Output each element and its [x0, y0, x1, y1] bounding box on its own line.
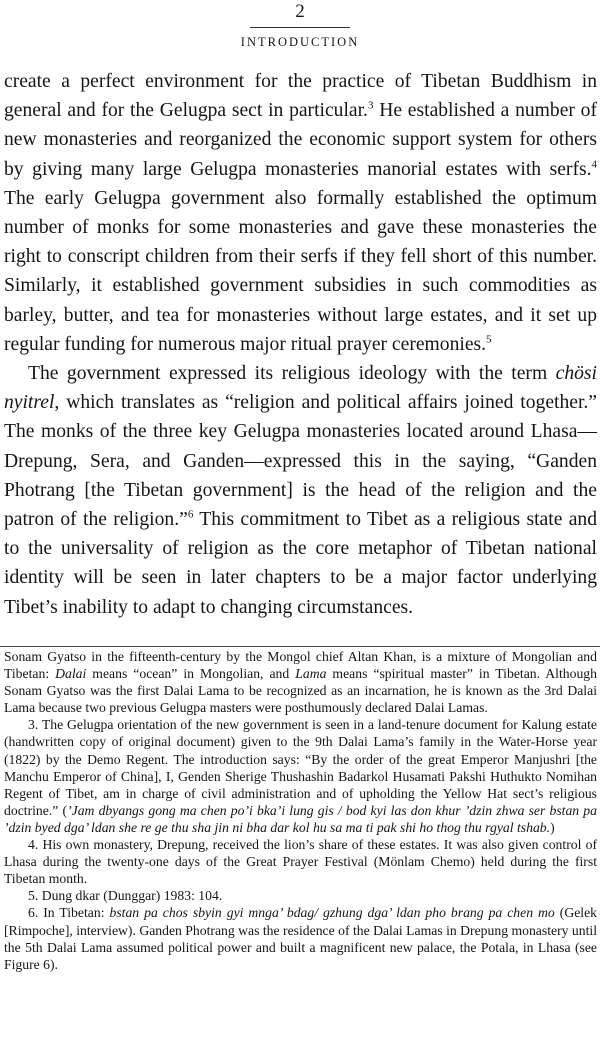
footnote-4: 4. His own monastery, Drepung, received the lion’s share of these estates. It was also given control of Lhasa during the twenty-one days of the Great Prayer Festival (Mönlam Chemo) held during the first Tibetan month.	[4, 837, 597, 887]
body-text	[4, 67, 597, 622]
footnote-6: 6. In Tibetan: bstan pa chos sbyin gyi mnga’ bdag/ gzhung dga’ ldan pho brang pa chen mo (Gelek [Rimpoche], interview). Ganden Photrang was the residence of the Dalai Lamas in Drepung monastery until the 5th Dalai Lama assumed political power and built a magnificent new palace, the Potala, in Lhasa (see Figure 6).	[4, 905, 597, 972]
page-number: 2	[295, 1, 305, 22]
body-paragraph-1: create a perfect environment for the practice of Tibetan Buddhism in general and for the Gelugpa sect in particular.$^3$ He established a number of new monasteries and reorganized the economic support system for others by giving many large Gelugpa monasteries manorial estates with serfs.$^4$ The early Gelugpa government also formally established the optimum number of monks for some monasteries and gave these monasteries the right to conscript children from their serfs if they fell short of this number. Similarly, it established government subsidies in such commodities as barley, butter, and tea for monasteries without large estates, and it set up regular funding for numerous major ritual prayer ceremonies.$^5$	[4, 71, 597, 355]
body-paragraph-2: The government expressed its religious ideology with the term chösi nyitrel, which translates as “religion and political affairs joined together.” The monks of the three key Gelugpa monasteries located around Lhasa—Drepung, Sera, and Ganden—expressed this in the saying, “Ganden Photrang [the Tibetan government] is the head of the religion and the patron of the religion.”$^6$ This commitment to Tibet as a religious state and to the universality of religion as the core metaphor of Tibetan national identity will be seen in later chapters to be a major factor underlying Tibet’s inability to adapt to changing circumstances.	[4, 363, 597, 618]
header-rule	[250, 27, 350, 28]
footnote-ref: 6	[187, 508, 194, 521]
footnote-continued: Sonam Gyatso in the fifteenth-century by the Mongol chief Altan Khan, is a mixture of Mongolian and Tibetan: Dalai means “ocean” in Mongolian, and Lama means “spiritual master” in Tibetan. Although Sonam Gyatso was the first Dalai Lama to be recognized as an incarnation, he is known as the 3rd Dalai Lama because two previous Gelugpa masters were posthumously declared Dalai Lamas.	[4, 649, 597, 716]
footnote-ref: 4	[591, 158, 597, 171]
footnote-ref: 5	[486, 333, 492, 346]
footnote-5: 5. Dung dkar (Dunggar) 1983: 104.	[28, 888, 223, 904]
footnote-3: 3. The Gelugpa orientation of the new government is seen in a land-tenure document for Kalung estate (handwritten copy of original document) given to the 9th Dalai Lama’s family in the Water-Horse year (1822) by the Demo Regent. The introduction says: “By the order of the great Emperor Manjushri [the Manchu Emperor of China], I, Genden Sherige Thushashin Badarkol Husamati Pakshi Huthukto Nomihan Regent of Tibet, am in charge of civil administration and of upholding the Yellow Hat sect’s religious doctrine.” (’Jam dbyangs gong ma chen po’i bka’i lung gis / bod kyi las don khur ’dzin zhwa ser bstan pa ’dzin byed dga’ ldan she re ge thu sha jin ni bha dar kol hu sa ma ti pak shi ho thog thu rgyal tshab.)	[4, 717, 597, 835]
footnote-rule	[0, 646, 600, 647]
footnotes	[4, 648, 597, 973]
footnote-ref: 3	[367, 99, 374, 112]
tibetan-term: chösi nyitrel	[4, 363, 597, 414]
running-head: INTRODUCTION	[240, 35, 360, 49]
